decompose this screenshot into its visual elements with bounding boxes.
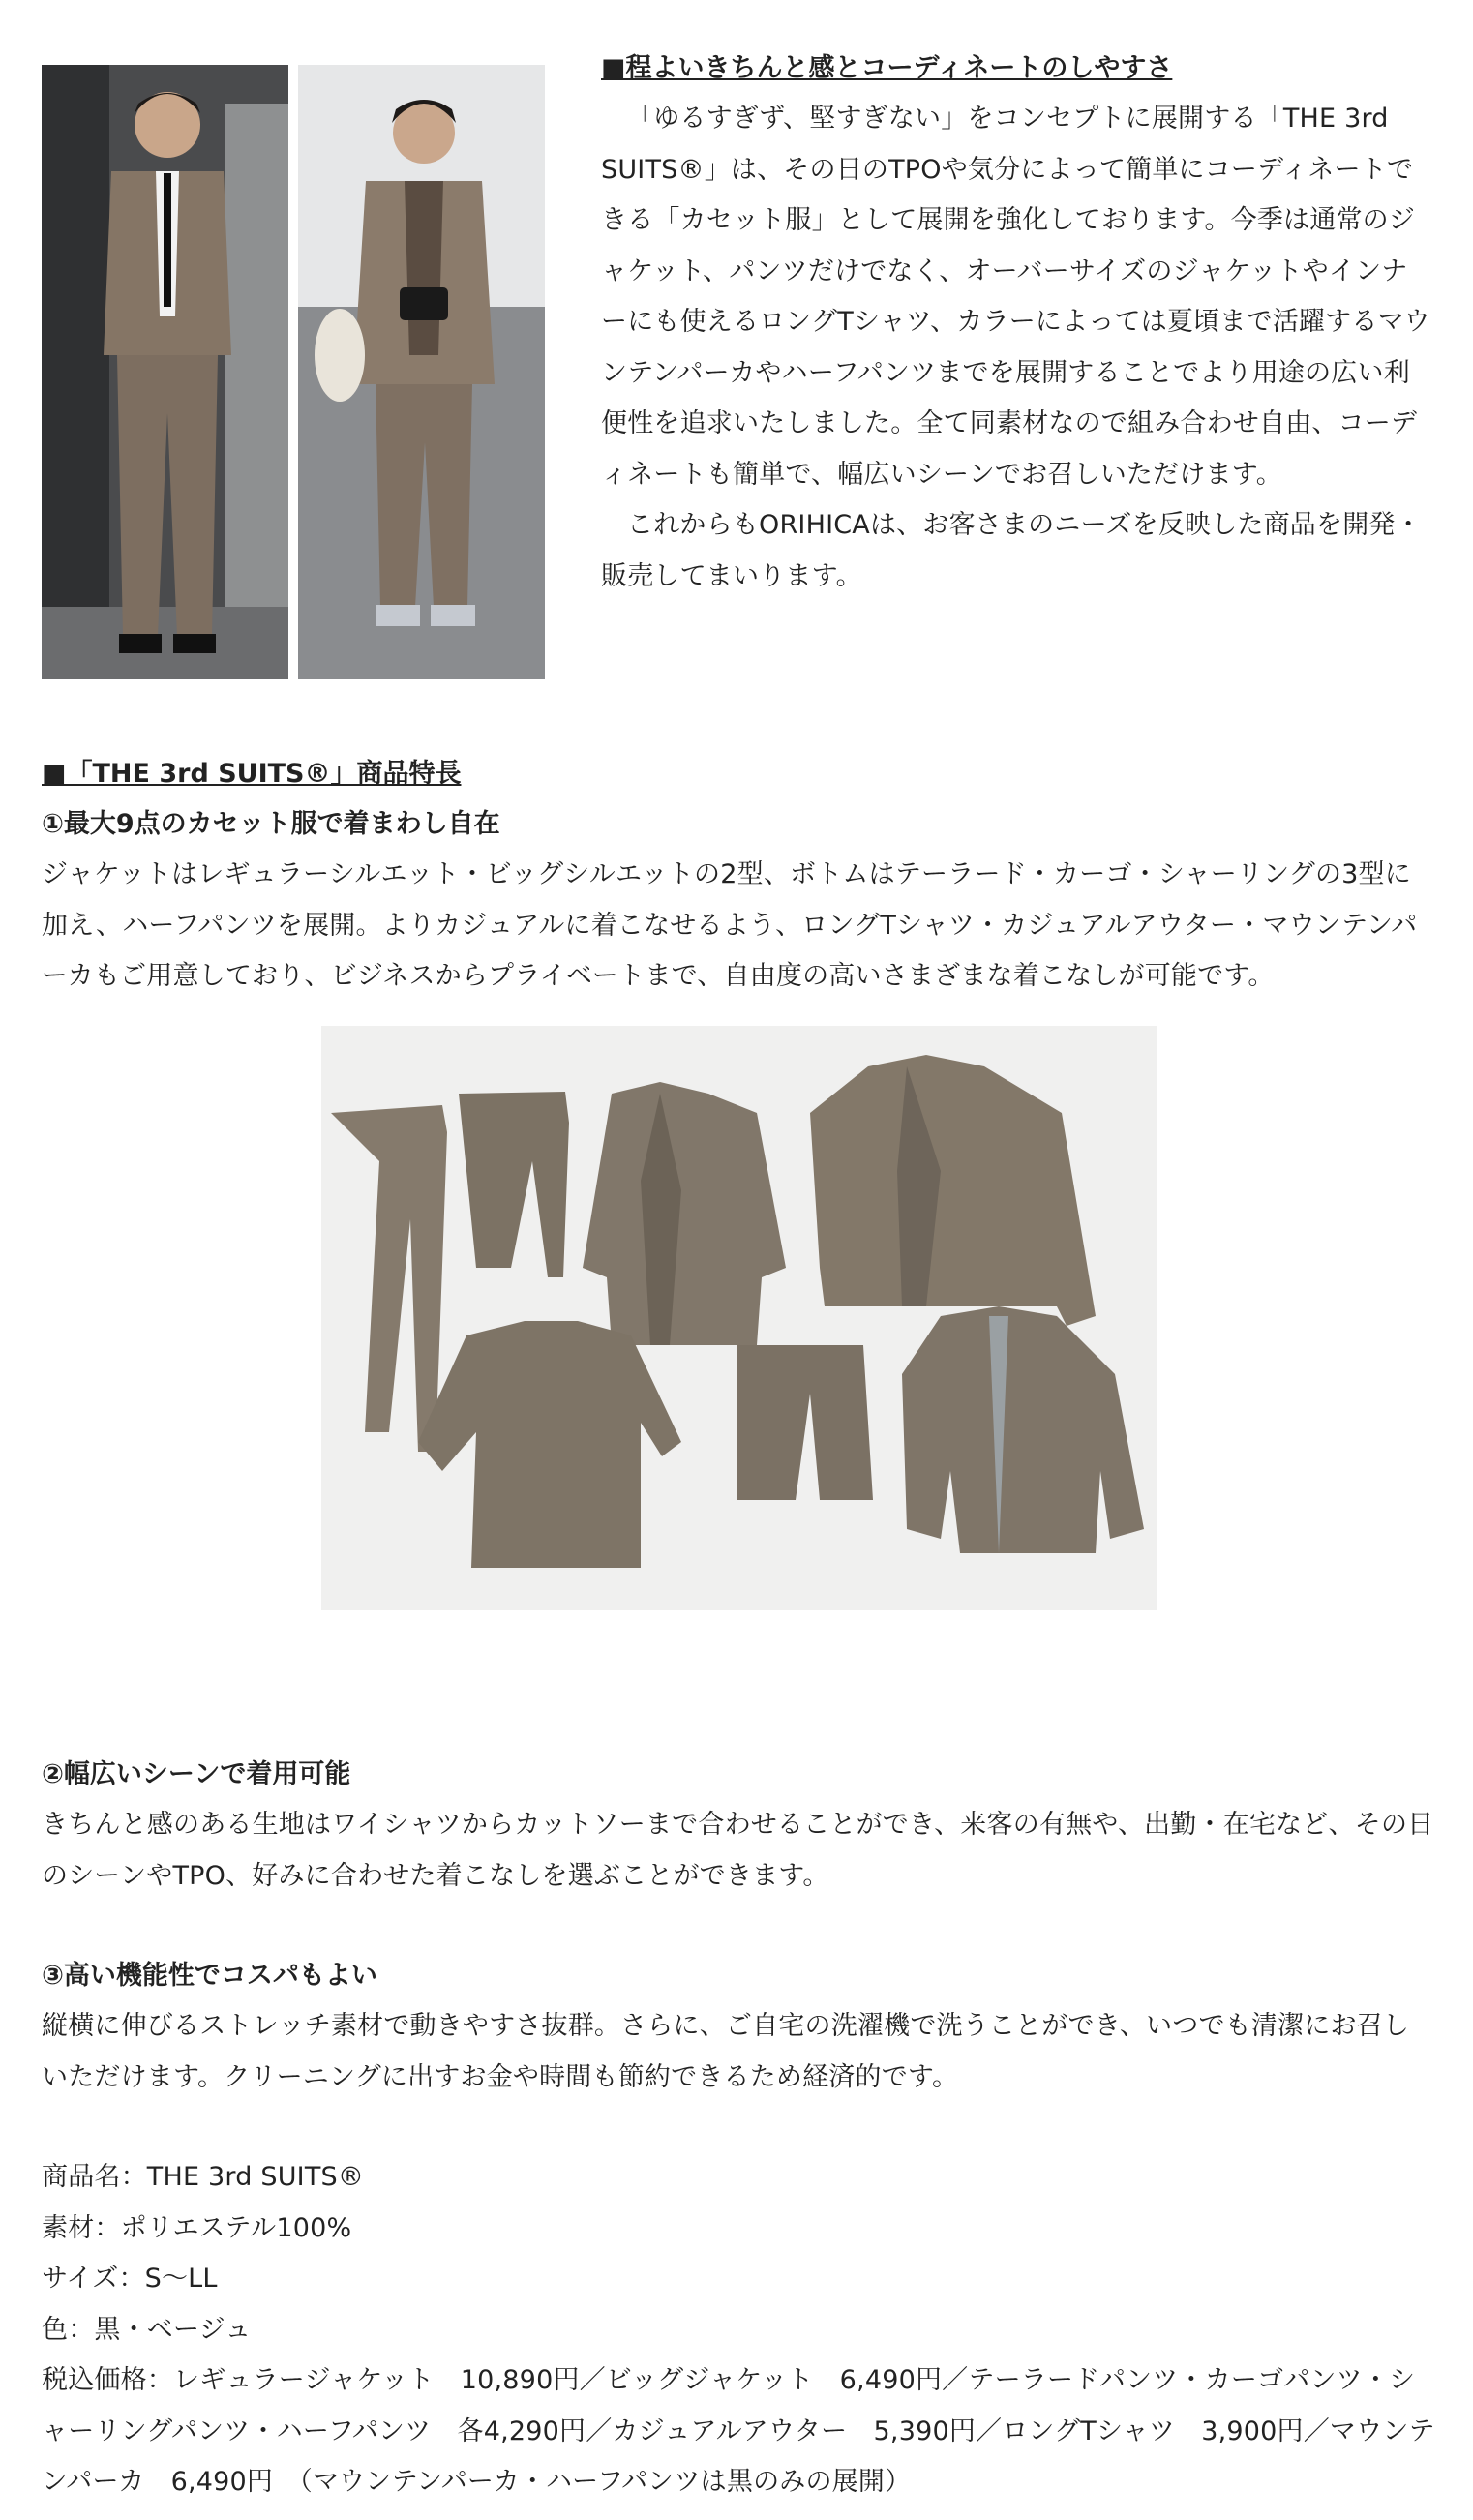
- spec-material: 素材：ポリエステル100%: [42, 2212, 352, 2243]
- photo-divider: [288, 65, 298, 679]
- model1-shoe-left: [119, 634, 162, 653]
- spec-product-name: 商品名：THE 3rd SUITS®: [42, 2162, 365, 2192]
- spec-size: サイズ：S〜LL: [42, 2264, 218, 2294]
- feature-2-body: きちんと感のある生地はワイシャツからカットソーまで合わせることができ、来客の有無や、出勤・在宅など、その日のシーンやTPO、好みに合わせた着こなしを選ぶことができます。: [42, 1810, 1434, 1891]
- feature-1-title: ①最大9点のカセット服で着まわし自在: [42, 809, 500, 839]
- feature-1-body: ジャケットはレギュラーシルエット・ビッグシルエットの2型、ボトムはテーラード・カーゴ・シャーリングの3型に加え、ハーフパンツを展開。よりカジュアルに着こなせるよう、ロングTシャツ・カジュアルアウター・マウンテンパーカもご用意しており、ビジネスからプライベートまで、自由度の高いさまざまな着こなしが可能です。: [42, 859, 1418, 991]
- product-specs: [42, 2152, 1435, 2508]
- intro-paragraph-1: 「ゆるすぎず、堅すぎない」をコンセプトに展開する「THE 3rd SUITS®」は、その日のTPOや気分によって簡単にコーディネートできる「カセット服」として展開を強化しております。今季は通常のジャケット、パンツだけでなく、オーバーサイズのジャケットやインナーにも使えるロングTシャツ、カラーによっては夏頃まで活躍するマウンテンパーカやハーフパンツまでを展開することでより用途の広い利便性を追求いたしました。全て同素材なので組み合わせ自由、コーディネートも簡単で、幅広いシーンでお召しいただけます。: [601, 104, 1430, 490]
- spec-price: 税込価格：レギュラージャケット 10,890円／ビッグジャケット 6,490円／テーラードパンツ・カーゴパンツ・シャーリングパンツ・ハーフパンツ 各4,290円／カジュアルアウター 5,390円／ロングTシャツ 3,900円／マウンテンパーカ 6,490円 （マウンテンパーカ・ハーフパンツは黒のみの展開）: [42, 2365, 1435, 2497]
- feature-3-title: ③高い機能性でコスパもよい: [42, 1961, 377, 1991]
- features-heading: ■「THE 3rd SUITS®」商品特長: [42, 759, 462, 789]
- feature-3-section: [42, 1951, 1435, 2103]
- doorway-dark: [42, 65, 109, 679]
- model2-sneaker-left: [376, 605, 420, 626]
- doorway-light: [225, 104, 288, 645]
- model2-tee: [405, 181, 443, 355]
- model1-tie: [164, 173, 171, 307]
- floor-left: [42, 607, 288, 679]
- intro-paragraph-2: これからもORIHICAは、お客さまのニーズを反映した商品を開発・販売してまいります。: [601, 510, 1422, 591]
- cargo-pants-shape: [459, 1092, 569, 1277]
- feature-2-section: [42, 1750, 1435, 1902]
- camera-shape: [400, 287, 448, 320]
- models-photo: [42, 65, 545, 679]
- feature-2-title: ②幅広いシーンで着用可能: [42, 1759, 351, 1789]
- model1-shoe-right: [173, 634, 216, 653]
- spec-color: 色：黒・ベージュ: [42, 2314, 252, 2345]
- product-lineup-graphic: [321, 1026, 1157, 1610]
- models-photo-graphic: [42, 65, 545, 679]
- feature-3-body: 縦横に伸びるストレッチ素材で動きやすさ抜群。さらに、ご自宅の洗濯機で洗うことができ、いつでも清潔にお召しいただけます。クリーニングに出すお金や時間も節約できるため経済的です。: [42, 2011, 1410, 2092]
- product-lineup-photo: [321, 1026, 1157, 1610]
- intro-heading: ■程よいきちんと感とコーディネートのしやすさ: [601, 53, 1173, 83]
- tote-bag: [315, 309, 365, 402]
- model2-sneaker-right: [431, 605, 475, 626]
- regular-jacket-shape: [583, 1082, 786, 1345]
- intro-section: [601, 44, 1433, 602]
- features-section: [42, 749, 1435, 1003]
